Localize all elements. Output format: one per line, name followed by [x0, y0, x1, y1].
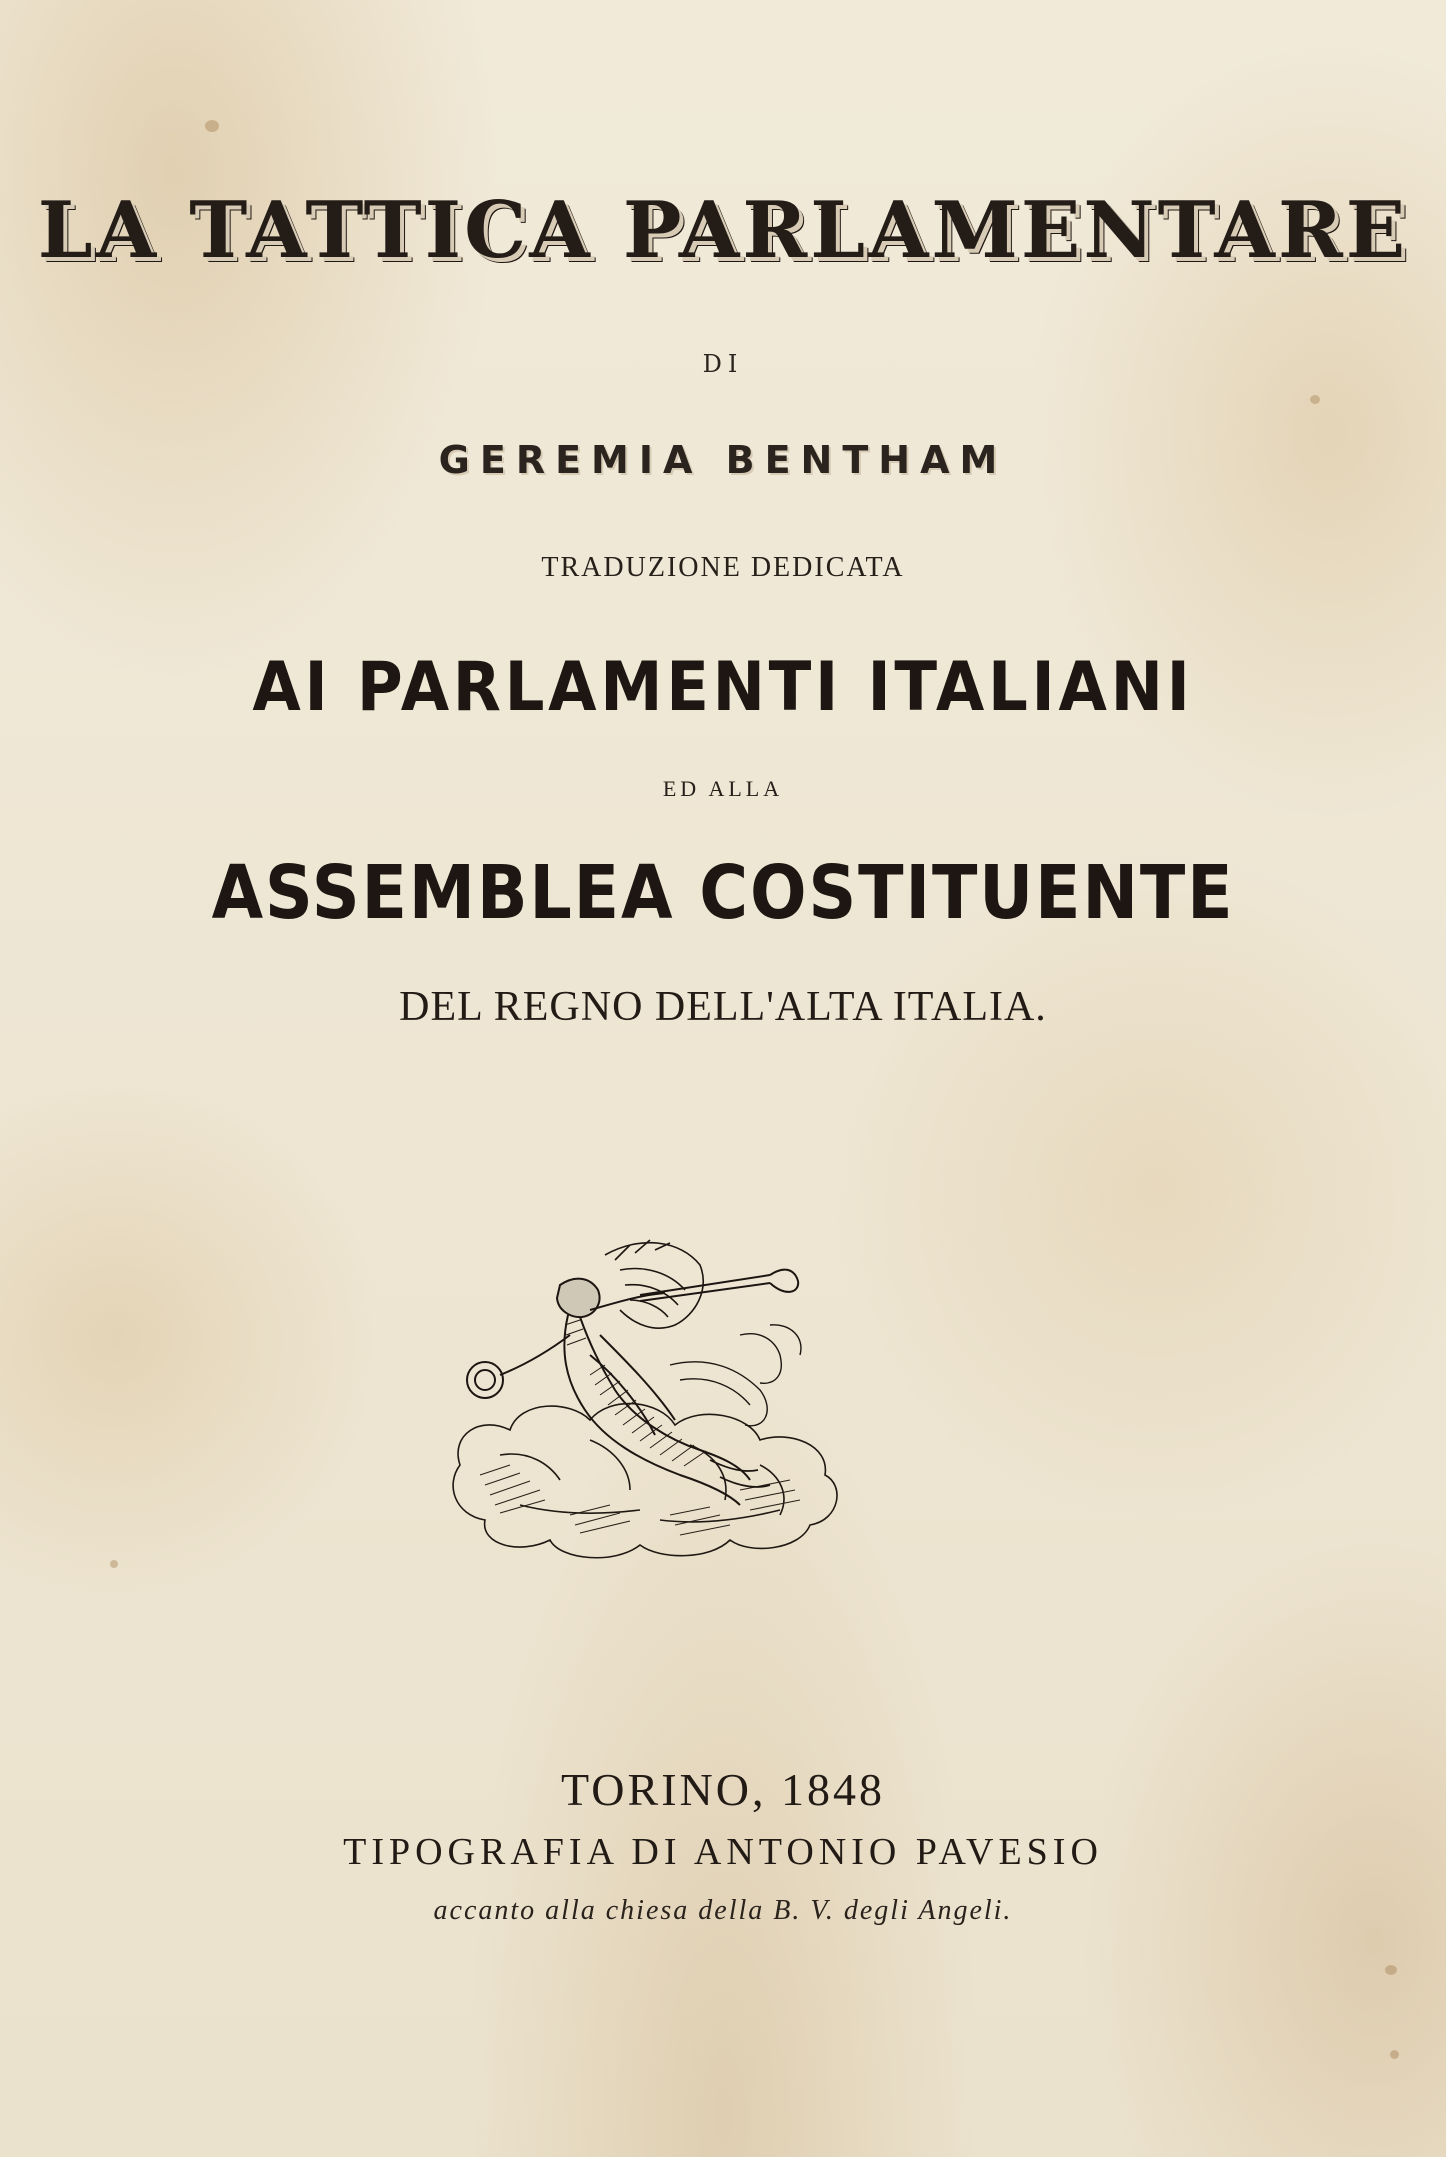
- translation-note: TRADUZIONE DEDICATA: [541, 552, 905, 583]
- imprint-address: accanto alla chiesa della B. V. degli Angeli.: [433, 1895, 1013, 1926]
- imprint-printer: TIPOGRAFIA DI ANTONIO PAVESIO: [343, 1831, 1103, 1873]
- author-name: GEREMIA BENTHAM: [438, 438, 1008, 482]
- winged-figure-with-trumpet-icon: [440, 1215, 900, 1575]
- dedication-parliaments: AI PARLAMENTI ITALIANI: [252, 648, 1194, 727]
- book-title: LA TATTICA PARLAMENTARE: [37, 185, 1409, 276]
- by-line: DI: [702, 350, 744, 378]
- dedication-assembly: ASSEMBLEA COSTITUENTE: [211, 850, 1235, 936]
- foxing-spot: [110, 1560, 118, 1568]
- foxing-spot: [205, 120, 219, 132]
- imprint-place-year: TORINO, 1848: [561, 1764, 885, 1815]
- dedication-conjunction: ED ALLA: [662, 776, 784, 801]
- foxing-spot: [1390, 2050, 1399, 2059]
- foxing-spot: [1385, 1965, 1397, 1975]
- dedication-kingdom: DEL REGNO DELL'ALTA ITALIA.: [399, 984, 1047, 1030]
- foxing-spot: [1310, 395, 1320, 404]
